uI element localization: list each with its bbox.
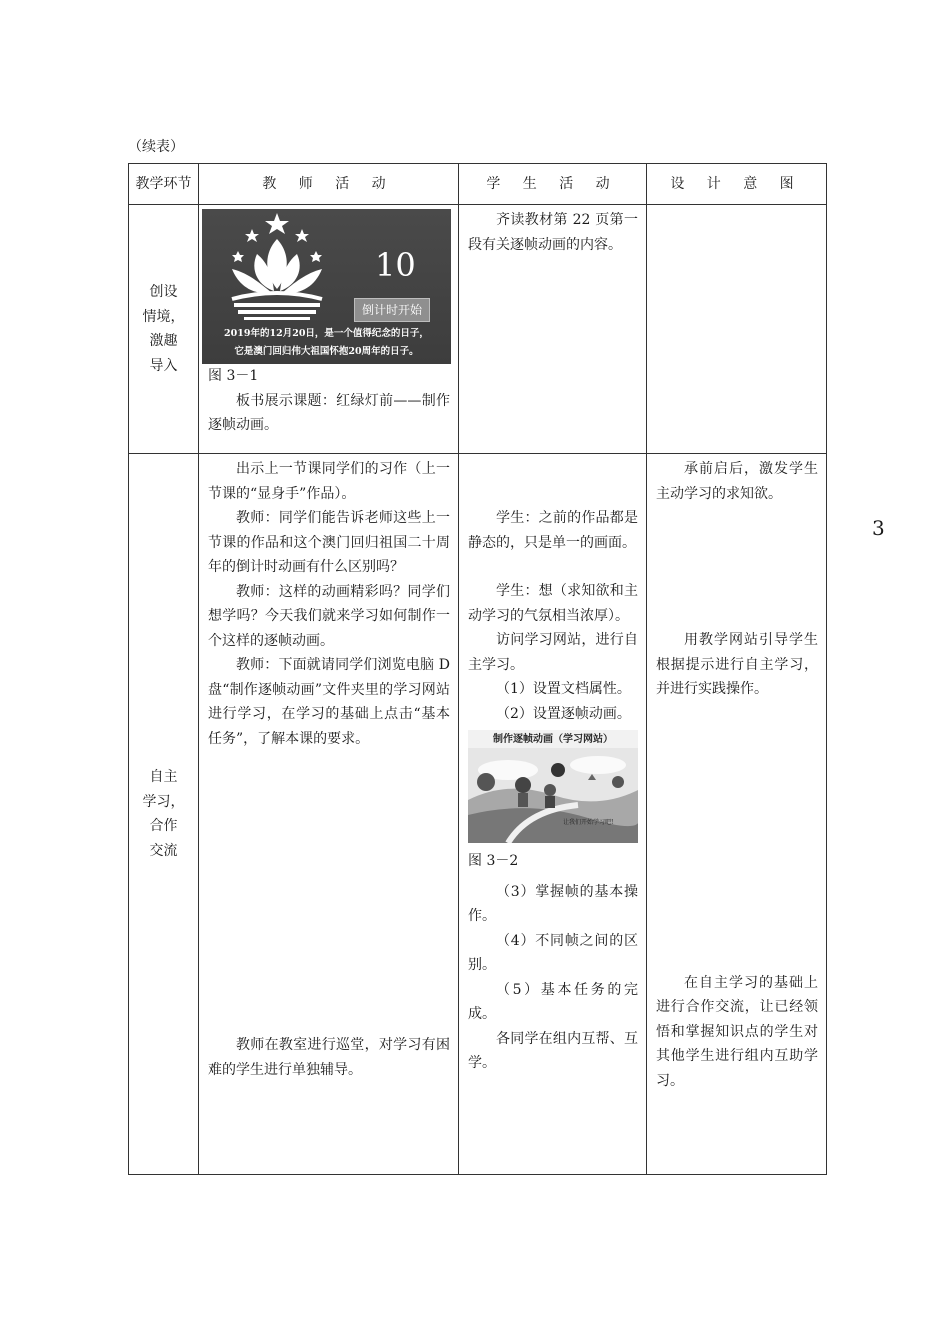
student-text: 齐读教材第 22 页第一段有关逐帧动画的内容。 (468, 212, 638, 253)
stage-line: 自主 (149, 769, 178, 785)
teacher-paragraph: 出示上一节课同学们的习作（上一节课的“显身手”作品）。 (208, 461, 450, 502)
image-caption-line: 它是澳门回归伟大祖国怀抱20周年的日子。 (234, 346, 419, 357)
teacher-cell-intro (199, 205, 459, 454)
intent-cell-self-study (647, 454, 827, 1175)
figure-label: 图 3－2 (468, 853, 519, 869)
learning-website-image (468, 730, 638, 843)
stage-line: 合作 (149, 818, 178, 834)
page-number: 3 (872, 516, 885, 540)
intent-paragraph: 承前启后，激发学生主动学习的求知欲。 (656, 461, 818, 502)
student-cell-intro (459, 205, 647, 454)
stage-cell-self-study (129, 454, 199, 1175)
countdown-start-button: 倒计时开始 (354, 298, 430, 322)
student-paragraph: （5）基本任务的完成。 (468, 981, 638, 1022)
teacher-cell-self-study (199, 454, 459, 1175)
macau-countdown-image (202, 209, 451, 364)
student-paragraph: 学生：之前的作品都是静态的，只是单一的画面。 (468, 510, 638, 551)
teacher-text: 板书展示课题：红绿灯前——制作逐帧动画。 (208, 392, 450, 433)
stage-cell-intro (129, 205, 199, 454)
intent-cell-intro (647, 205, 827, 454)
header-row (129, 164, 827, 205)
student-cell-self-study (459, 454, 647, 1175)
website-enter-link: 让我们开始学习吧! (563, 819, 614, 826)
stage-line: 学习， (142, 793, 185, 810)
intent-paragraph: 在自主学习的基础上进行合作交流，让已经领悟和掌握知识点的学生对其他学生进行组内互助学习。 (656, 974, 818, 1089)
website-title: 制作逐帧动画（学习网站） (493, 734, 613, 745)
header-teacher-activity: 教 师 活 动 (199, 164, 459, 205)
stage-line: 激趣 (149, 333, 178, 349)
student-paragraph: （4）不同帧之间的区别。 (468, 932, 638, 973)
header-design-intent: 设 计 意 图 (647, 164, 827, 205)
teacher-paragraph: 教师在教室进行巡堂，对学习有困难的学生进行单独辅导。 (208, 1037, 450, 1078)
figure-label: 图 3－1 (208, 368, 259, 384)
table-row-self-study (129, 454, 827, 1175)
image-caption-line: 2019年的12月20日，是一个值得纪念的日子， (224, 328, 429, 339)
stage-line: 交流 (149, 842, 178, 859)
stage-line: 创设 (149, 284, 178, 300)
countdown-number: 10 (375, 246, 416, 284)
stage-line: 导入 (149, 357, 178, 374)
teacher-paragraph: 教师：下面就请同学们浏览电脑 D 盘“制作逐帧动画”文件夹里的学习网站进行学习，在学习的基础上点击“基本任务”，了解本课的要求。 (208, 657, 450, 747)
teacher-paragraph: 教师：这样的动画精彩吗？同学们想学吗？今天我们就来学习如何制作一个这样的逐帧动画。 (208, 583, 450, 649)
intent-paragraph: 用教学网站引导学生根据提示进行自主学习，并进行实践操作。 (656, 632, 818, 697)
lesson-plan-table (128, 163, 827, 1175)
header-stage: 教学环节 (129, 164, 199, 205)
student-paragraph: （2）设置逐帧动画。 (496, 705, 631, 722)
student-paragraph: 访问学习网站，进行自主学习。 (468, 632, 638, 673)
student-paragraph: （1）设置文档属性。 (496, 681, 631, 697)
teacher-paragraph: 教师：同学们能告诉老师这些上一节课的作品和这个澳门回归祖国二十周年的倒计时动画有什么区别吗？ (208, 510, 450, 575)
header-student-activity: 学 生 活 动 (459, 164, 647, 205)
table-row-intro (129, 205, 827, 454)
student-paragraph: 学生：想（求知欲和主动学习的气氛相当浓厚）。 (468, 583, 638, 624)
stage-line: 情境， (142, 308, 185, 325)
continuation-label: （续表） (128, 139, 184, 155)
student-paragraph: （3）掌握帧的基本操作。 (468, 883, 638, 924)
student-paragraph: 各同学在组内互帮、互学。 (468, 1030, 638, 1071)
